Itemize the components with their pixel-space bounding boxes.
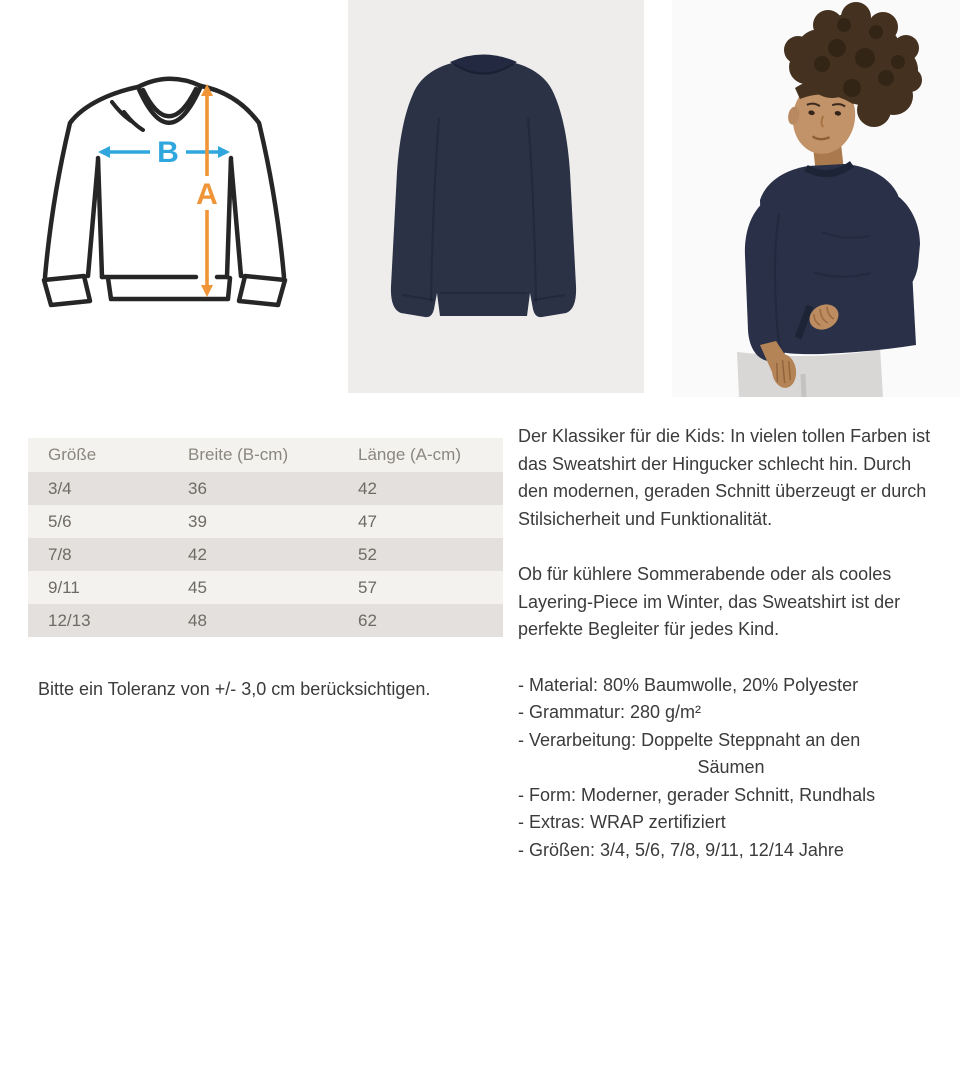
spec-item-groessen: - Größen: 3/4, 5/6, 7/8, 9/11, 12/14 Jahre <box>518 839 844 860</box>
width-label: B <box>157 136 179 169</box>
description-paragraph-2: Ob für kühlere Sommerabende oder als cooles Layering-Piece im Winter, das Sweatshirt ist der perfekte Begleiter für jedes Kind. <box>518 564 901 639</box>
length-cell: 62 <box>338 604 503 637</box>
length-cell: 57 <box>338 571 503 604</box>
table-row <box>28 472 503 505</box>
spec-list <box>518 672 944 865</box>
width-cell: 45 <box>168 571 338 604</box>
measurement-diagram <box>38 58 306 326</box>
length-arrow <box>196 84 218 297</box>
product-photo-flat <box>348 0 644 393</box>
spec-item-grammatur: - Grammatur: 280 g/m² <box>518 702 702 722</box>
width-cell: 36 <box>168 472 338 505</box>
width-cell: 39 <box>168 505 338 538</box>
width-cell: 48 <box>168 604 338 637</box>
table-row <box>28 571 503 604</box>
description-paragraph-1: Der Klassiker für die Kids: In vielen tollen Farben ist das Sweatshirt der Hingucker schlecht hin. Durch den modernen, geraden Schnitt überzeugt er durch Stilsicherheit und Funktionalität. <box>518 426 931 529</box>
length-label: A <box>196 178 218 211</box>
table-row <box>28 538 503 571</box>
size-cell: 12/13 <box>28 604 168 637</box>
spec-item-form: - Form: Moderner, gerader Schnitt, Rundhals <box>518 784 876 805</box>
table-row <box>28 604 503 637</box>
flat-lay-sweatshirt-illustration <box>348 0 644 393</box>
size-cell: 3/4 <box>28 472 168 505</box>
tolerance-note: Bitte ein Toleranz von +/- 3,0 cm berücksichtigen. <box>38 679 431 699</box>
size-cell: 5/6 <box>28 505 168 538</box>
sweatshirt-on-model <box>745 164 920 361</box>
spec-item-material: - Material: 80% Baumwolle, 20% Polyester <box>518 674 859 695</box>
kid-model-illustration <box>672 0 960 397</box>
product-description <box>518 423 944 864</box>
table-header-row <box>28 438 503 472</box>
product-photo-model <box>672 0 960 397</box>
width-arrow <box>98 136 230 169</box>
sweatshirt-sketch-icon <box>38 58 306 326</box>
col-header-breite: Breite (B-cm) <box>168 438 338 472</box>
width-cell: 42 <box>168 538 338 571</box>
table-row <box>28 505 503 538</box>
length-cell: 52 <box>338 538 503 571</box>
size-cell: 7/8 <box>28 538 168 571</box>
spec-item-extras: - Extras: WRAP zertifiziert <box>518 812 726 832</box>
col-header-laenge: Länge (A-cm) <box>338 438 503 472</box>
size-table <box>28 438 503 637</box>
col-header-groesse: Größe <box>28 438 168 472</box>
size-cell: 9/11 <box>28 571 168 604</box>
length-cell: 42 <box>338 472 503 505</box>
spec-item-verarbeitung: - Verarbeitung: Doppelte Steppnaht an den Säumen <box>518 729 861 777</box>
length-cell: 47 <box>338 505 503 538</box>
